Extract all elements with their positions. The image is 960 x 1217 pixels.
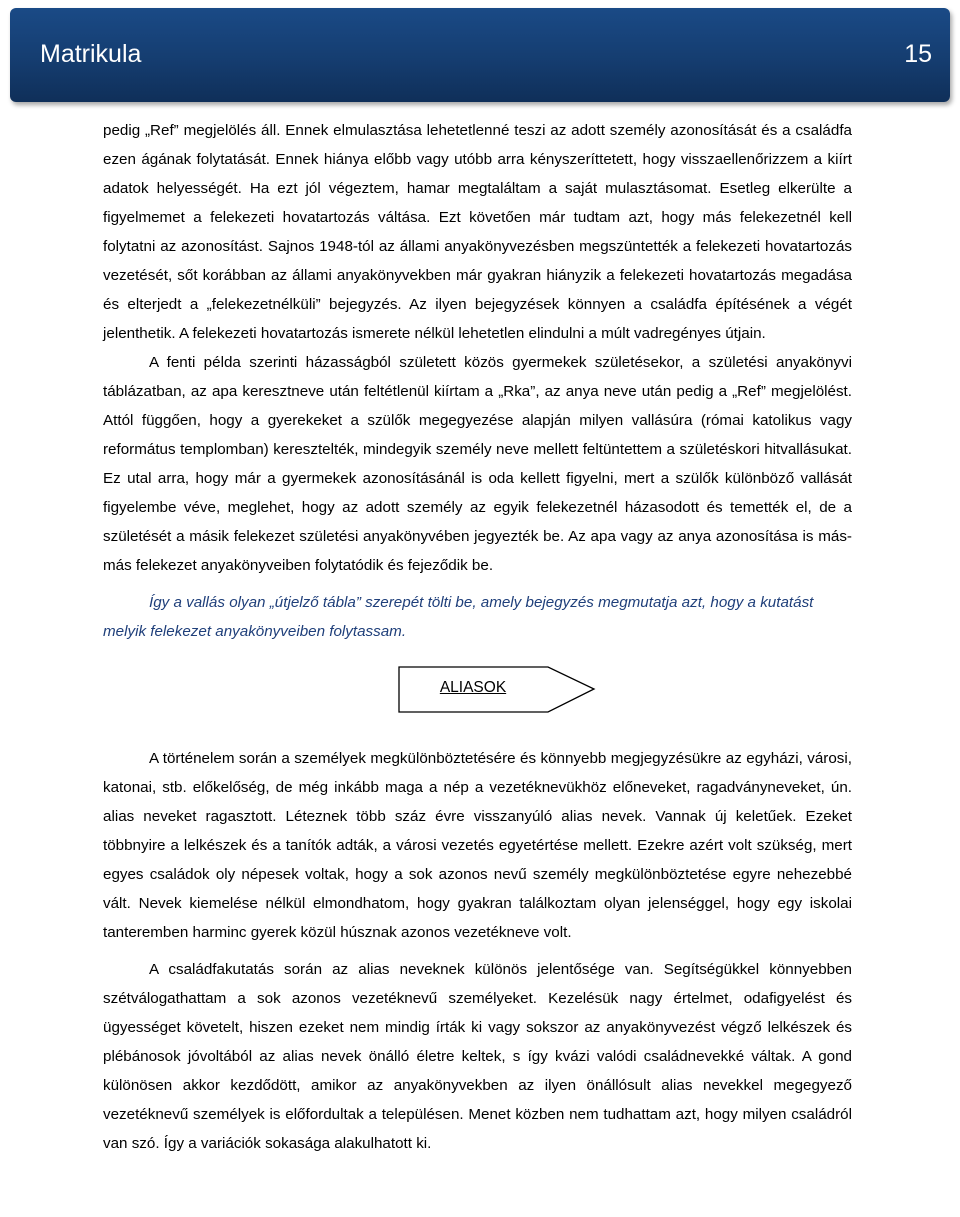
paragraph-1: pedig „Ref” megjelölés áll. Ennek elmulasztása lehetetlenné teszi az adott személy azonosítását és a családfa ezen ágának folytatását. Ennek hiánya előbb vagy utóbb arra kényszeríttetett, hogy visszaellenőrizzem a kiírt adatok helyességét. Ha ezt jól végeztem, hamar megtaláltam a saját mulasztásomat. Esetleg elkerülte a figyelmemet a felekezeti hovatartozás váltása. Ezt követően már tudtam azt, hogy más felekezetnél kell folytatni az azonosítást. Sajnos 1948-tól az állami anyakönyvezésben megszüntették a felekezeti hovatartozás vezetését, sőt korábban az állami anyakönyvekben már gyakran hiányzik a felekezeti hovatartozás megadása és elterjedt a „felekezetnélküli” bejegyzés. Az ilyen bejegyzések könnyen a családfa építésének a végét jelenthetik. A felekezeti hovatartozás ismerete nélkül lehetetlen elindulni a múlt vadregényes útjain. (103, 122, 852, 342)
paragraph-3: A történelem során a személyek megkülönböztetésére és könnyebb megjegyzésükre az egyházi, városi, katonai, stb. előkelőség, de még inkább maga a nép a vezetéknevükhöz előneveket, ragadványneveket, ún. alias neveket ragasztott. Léteznek több száz évre visszanyúló alias nevek. Vannak új keletűek. Ezeket többnyire a lelkészek és a tanítók adták, a városi vezetés egyetértése mellett. Ezekre azért volt szükség, mert egyes családok oly népesek voltak, hogy a sok azonos nevű személy megkülönböztetése egyre nehezebbé vált. Nevek kiemelése nélkül elmondhatom, hogy gyakran találkoztam olyan jelenséggel, hogy egy iskolai tanteremben harminc gyerek közül húsznak azonos vezetékneve volt. (103, 750, 852, 941)
page-number: 15 (904, 40, 932, 68)
italic-note: Így a vallás olyan „útjelző tábla” szerepét tölti be, amely bejegyzés megmutatja azt, hogy a kutatást melyik felekezet anyakönyveiben folytassam. (103, 594, 814, 640)
header-banner (10, 8, 950, 102)
header-title: Matrikula (40, 40, 142, 68)
paragraph-2: A fenti példa szerinti házasságból született közös gyermekek születésekor, a születési anyakönyvi táblázatban, az apa keresztneve után feltétlenül kiírtam a „Rka”, az anya neve után pedig a „Ref” megjelölést. Attól függően, hogy a gyerekeket a szülők megegyezése alapján milyen vallásúra (római katolikus vagy református templomban) keresztelték, mindegyik személy neve mellett feltüntettem a születéskori hitvallásukat. Ez utal arra, hogy már a gyermekek azonosításánál is oda kellett figyelni, mert a szülők különböző vallását figyelembe véve, meglehet, hogy az adott személy az egyik felekezetnél házasodott és temették el, de a születését a másik felekezet születési anyakönyvében jegyezték be. Az apa vagy az anya azonosítása is más-más felekezet anyakönyveiben folytatódik és fejeződik be. (103, 354, 852, 574)
paragraph-4: A családfakutatás során az alias neveknek különös jelentősége van. Segítségükkel könnyebben szétválogathattam a sok azonos vezetéknevű személyeket. Kezelésük nagy értelmet, odafigyelést és ügyességet követelt, hiszen ezeket nem mindig írták ki vagy sokszor az anyakönyvezést végző lelkészek és plébánosok jóvoltából az alias nevek önálló életre keltek, s így kvázi valódi családnevekké váltak. A gond különösen akkor kezdődött, amikor az anyakönyvekben az ilyen önállósult alias nevekkel megegyező vezetéknevű személyek is előfordultak a településen. Menet közben nem tudhattam azt, hogy milyen családról van szó. Így a variációk sokasága alakulhatott ki. (103, 961, 852, 1152)
document-body (103, 116, 852, 1158)
section-arrow-label: ALIASOK (439, 679, 507, 696)
section-arrow (103, 656, 852, 744)
